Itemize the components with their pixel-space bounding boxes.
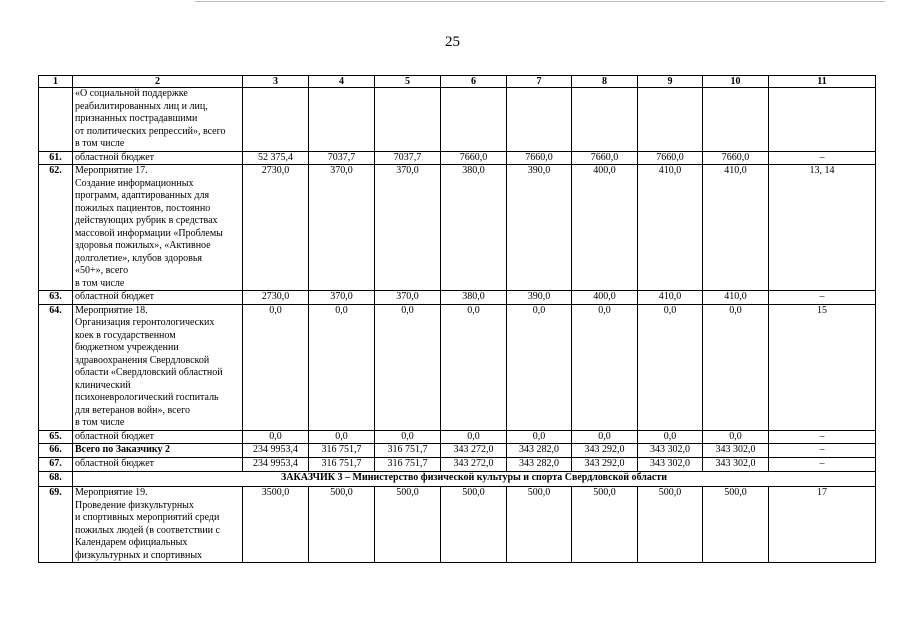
value-cell: 343 302,0 <box>703 458 769 472</box>
value-cell: 400,0 <box>572 165 638 291</box>
description-line: Мероприятие 17. <box>75 165 148 176</box>
note-cell: – <box>769 291 876 305</box>
table-row <box>39 291 876 305</box>
row-number: 69. <box>39 487 73 563</box>
table-row <box>39 304 876 430</box>
value-cell <box>507 88 572 152</box>
value-cell: 370,0 <box>375 291 441 305</box>
value-cell <box>703 88 769 152</box>
description-line: в том числе <box>75 277 125 289</box>
value-cell: 2730,0 <box>243 291 309 305</box>
value-cell <box>243 88 309 152</box>
page-number: 25 <box>445 34 460 50</box>
value-cell: 500,0 <box>638 487 703 563</box>
value-cell: 370,0 <box>309 165 375 291</box>
row-description <box>73 291 243 305</box>
value-cell: 234 9953,4 <box>243 444 309 458</box>
header-cell: 7 <box>507 76 572 88</box>
value-cell: 0,0 <box>507 304 572 430</box>
value-cell: 343 292,0 <box>572 458 638 472</box>
value-cell: 500,0 <box>441 487 507 563</box>
description-line: здравоохранения Свердловской <box>75 354 210 366</box>
description-line: областной бюджет <box>75 151 155 163</box>
description-line: «50+», всего <box>75 265 129 276</box>
table-body <box>39 76 876 563</box>
value-cell: 500,0 <box>309 487 375 563</box>
description-line: клинический <box>75 379 131 391</box>
header-cell: 8 <box>572 76 638 88</box>
value-cell: 500,0 <box>375 487 441 563</box>
value-cell: 2730,0 <box>243 165 309 291</box>
value-cell <box>309 88 375 152</box>
description-line: Проведение физкультурных <box>75 499 194 511</box>
note-cell: – <box>769 151 876 165</box>
description-line: Календарем официальных <box>75 537 188 548</box>
description-line: «О социальной поддержке <box>75 88 188 99</box>
value-cell: 410,0 <box>638 165 703 291</box>
value-cell: 390,0 <box>507 165 572 291</box>
header-cell: 11 <box>769 76 876 88</box>
header-cell: 4 <box>309 76 375 88</box>
value-cell <box>441 88 507 152</box>
value-cell: 0,0 <box>507 430 572 444</box>
description-line: Всего по Заказчику 2 <box>75 444 170 455</box>
header-cell: 1 <box>39 76 73 88</box>
note-cell: – <box>769 444 876 458</box>
value-cell: 0,0 <box>441 430 507 444</box>
value-cell: 0,0 <box>441 304 507 430</box>
budget-table <box>38 75 876 563</box>
row-description <box>73 458 243 472</box>
description-line: здоровья пожилых», «Активное <box>75 240 211 251</box>
value-cell: 343 282,0 <box>507 444 572 458</box>
description-line: от политических репрессий», всего <box>75 125 226 137</box>
value-cell <box>572 88 638 152</box>
value-cell: 370,0 <box>375 165 441 291</box>
description-line: коек в государственном <box>75 329 176 341</box>
row-number: 68. <box>39 472 73 487</box>
row-description <box>73 151 243 165</box>
value-cell: 234 9953,4 <box>243 458 309 472</box>
row-description <box>73 88 243 152</box>
note-cell <box>769 88 876 152</box>
header-cell: 9 <box>638 76 703 88</box>
value-cell: 0,0 <box>703 430 769 444</box>
header-cell: 5 <box>375 76 441 88</box>
value-cell: 500,0 <box>703 487 769 563</box>
description-line: пожилых людей (в соответствии с <box>75 524 220 536</box>
value-cell: 316 751,7 <box>309 458 375 472</box>
value-cell: 500,0 <box>507 487 572 563</box>
value-cell: 316 751,7 <box>375 458 441 472</box>
value-cell: 380,0 <box>441 165 507 291</box>
value-cell: 400,0 <box>572 291 638 305</box>
value-cell: 0,0 <box>309 304 375 430</box>
value-cell: 0,0 <box>638 304 703 430</box>
description-line: массовой информации «Проблемы <box>75 227 223 239</box>
row-number: 66. <box>39 444 73 458</box>
table-row <box>39 165 876 291</box>
description-line: в том числе <box>75 417 125 428</box>
description-line: психоневрологический госпиталь <box>75 392 219 403</box>
note-cell: – <box>769 458 876 472</box>
row-number: 64. <box>39 304 73 430</box>
description-line: и спортивных мероприятий среди <box>75 512 220 523</box>
description-line: действующих рубрик в средствах <box>75 215 218 226</box>
note-cell: 17 <box>769 487 876 563</box>
value-cell: 0,0 <box>703 304 769 430</box>
value-cell: 7660,0 <box>441 151 507 165</box>
description-line: для ветеранов войн», всего <box>75 404 190 416</box>
value-cell: 343 302,0 <box>638 444 703 458</box>
description-line: областной бюджет <box>75 430 155 442</box>
row-number: 62. <box>39 165 73 291</box>
note-cell: 13, 14 <box>769 165 876 291</box>
row-description <box>73 430 243 444</box>
header-cell: 10 <box>703 76 769 88</box>
value-cell: 7660,0 <box>507 151 572 165</box>
table-row <box>39 472 876 487</box>
value-cell: 0,0 <box>243 430 309 444</box>
value-cell: 410,0 <box>638 291 703 305</box>
header-cell: 6 <box>441 76 507 88</box>
value-cell <box>638 88 703 152</box>
value-cell: 316 751,7 <box>309 444 375 458</box>
section-heading: ЗАКАЗЧИК 3 – Министерство физической культуры и спорта Свердловской области <box>73 472 876 487</box>
value-cell: 316 751,7 <box>375 444 441 458</box>
description-line: программ, адаптированных для <box>75 190 210 201</box>
description-line: в том числе <box>75 138 125 149</box>
value-cell: 0,0 <box>243 304 309 430</box>
description-line: Создание информационных <box>75 177 194 189</box>
description-line: бюджетном учреждении <box>75 342 179 353</box>
value-cell: 0,0 <box>375 304 441 430</box>
value-cell: 7037,7 <box>375 151 441 165</box>
note-cell: – <box>769 430 876 444</box>
value-cell: 343 272,0 <box>441 458 507 472</box>
row-description <box>73 444 243 458</box>
value-cell: 343 292,0 <box>572 444 638 458</box>
value-cell: 7660,0 <box>703 151 769 165</box>
description-line: области «Свердловский областной <box>75 367 223 378</box>
description-line: Мероприятие 19. <box>75 487 148 498</box>
value-cell: 343 282,0 <box>507 458 572 472</box>
description-line: долголетие», клубов здоровья <box>75 252 203 264</box>
value-cell: 343 272,0 <box>441 444 507 458</box>
value-cell: 390,0 <box>507 291 572 305</box>
description-line: пожилых пациентов, постоянно <box>75 202 211 214</box>
value-cell: 370,0 <box>309 291 375 305</box>
description-line: признанных пострадавшими <box>75 113 198 124</box>
row-description <box>73 487 243 563</box>
table-row <box>39 88 876 152</box>
row-number: 61. <box>39 151 73 165</box>
description-line: областной бюджет <box>75 458 155 469</box>
value-cell: 0,0 <box>375 430 441 444</box>
table-row <box>39 487 876 563</box>
table-row <box>39 458 876 472</box>
value-cell: 343 302,0 <box>638 458 703 472</box>
value-cell: 0,0 <box>309 430 375 444</box>
page-edge-line <box>195 1 885 2</box>
table-row <box>39 444 876 458</box>
value-cell: 7037,7 <box>309 151 375 165</box>
header-row <box>39 76 876 88</box>
row-number <box>39 88 73 152</box>
header-cell: 3 <box>243 76 309 88</box>
value-cell <box>375 88 441 152</box>
value-cell: 500,0 <box>572 487 638 563</box>
value-cell: 0,0 <box>638 430 703 444</box>
description-line: Мероприятие 18. <box>75 304 148 316</box>
description-line: физкультурных и спортивных <box>75 549 203 561</box>
value-cell: 410,0 <box>703 165 769 291</box>
value-cell: 7660,0 <box>638 151 703 165</box>
note-cell: 15 <box>769 304 876 430</box>
value-cell: 0,0 <box>572 304 638 430</box>
row-number: 63. <box>39 291 73 305</box>
table-row <box>39 151 876 165</box>
row-description <box>73 304 243 430</box>
row-description <box>73 165 243 291</box>
description-line: Организация геронтологических <box>75 317 215 328</box>
header-cell: 2 <box>73 76 243 88</box>
value-cell: 343 302,0 <box>703 444 769 458</box>
description-line: областной бюджет <box>75 291 155 302</box>
row-number: 65. <box>39 430 73 444</box>
value-cell: 3500,0 <box>243 487 309 563</box>
row-number: 67. <box>39 458 73 472</box>
value-cell: 52 375,4 <box>243 151 309 165</box>
value-cell: 7660,0 <box>572 151 638 165</box>
description-line: реабилитированных лиц и лиц, <box>75 100 208 112</box>
value-cell: 380,0 <box>441 291 507 305</box>
table-row <box>39 430 876 444</box>
value-cell: 0,0 <box>572 430 638 444</box>
value-cell: 410,0 <box>703 291 769 305</box>
